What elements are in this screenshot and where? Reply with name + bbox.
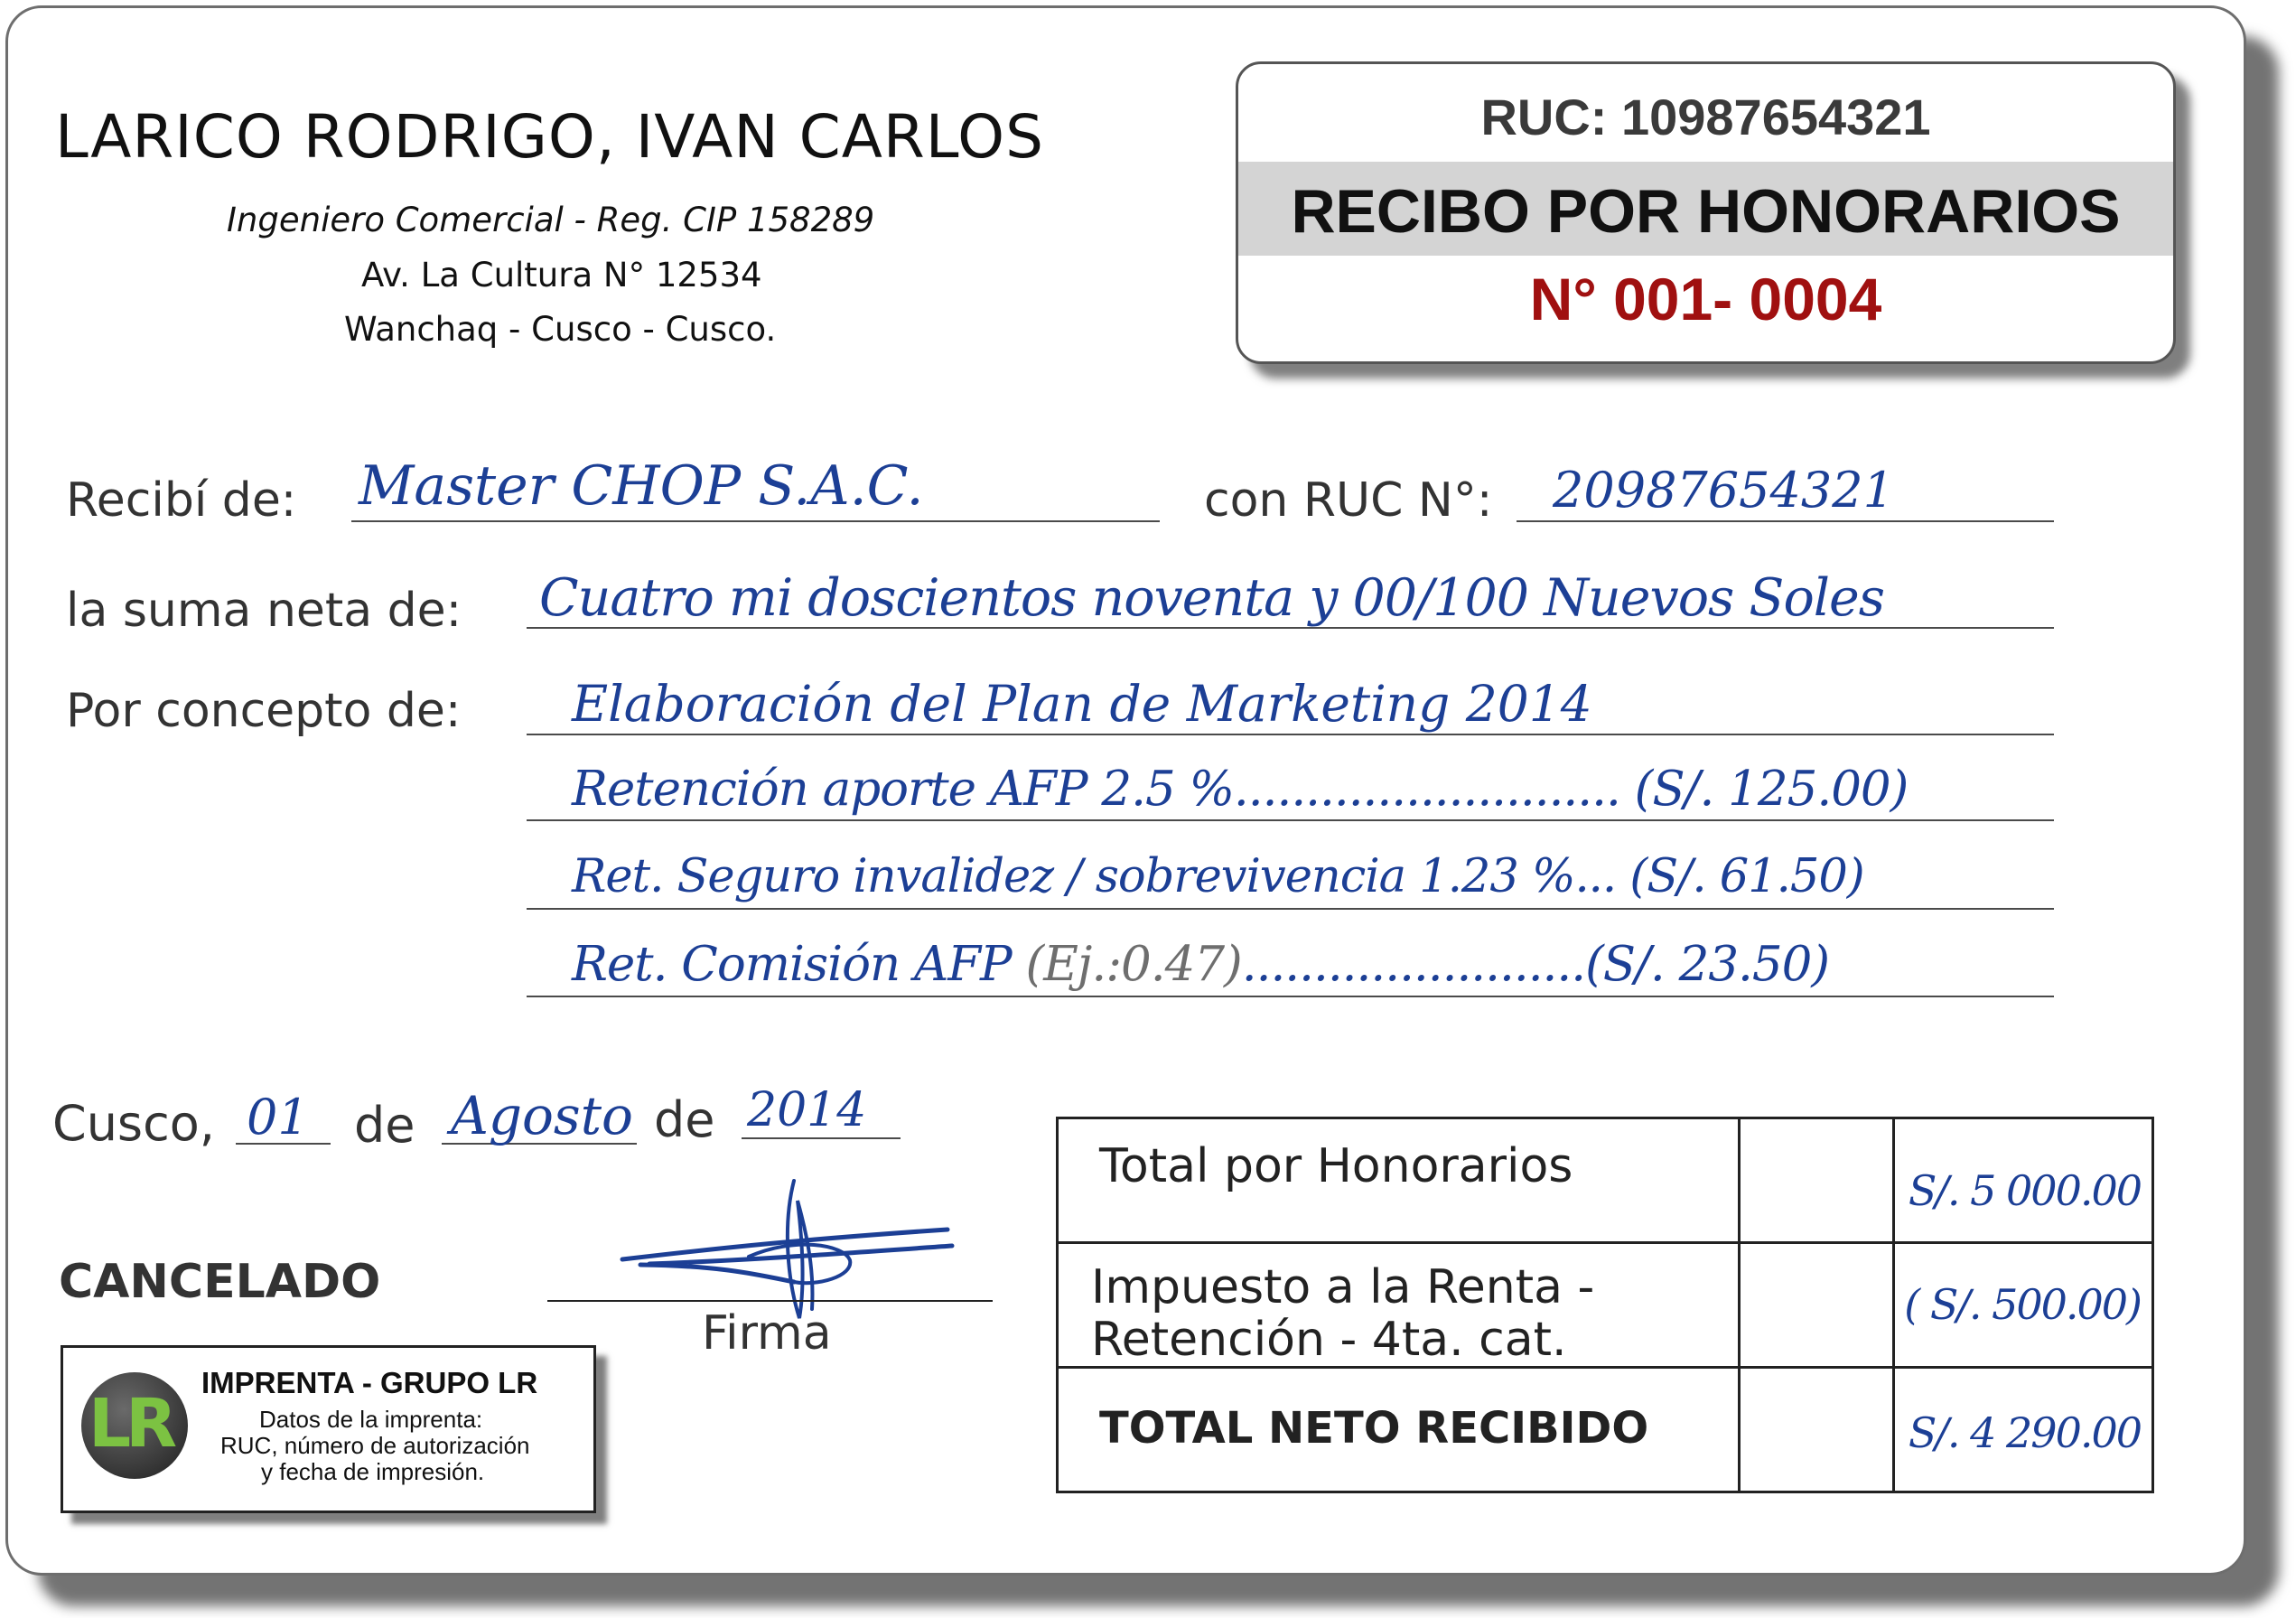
signature-line <box>547 1300 993 1302</box>
date-city-label: Cusco, <box>52 1095 215 1152</box>
totals-table <box>1056 1117 2154 1493</box>
totals-value-cell <box>1894 1243 2153 1368</box>
commission-line <box>572 937 1829 992</box>
date-de-label: de <box>654 1091 715 1148</box>
totals-label-cell <box>1058 1368 1740 1492</box>
totals-label: Impuesto a la Renta - <box>1091 1260 1595 1314</box>
concept-line-3 <box>527 908 2054 910</box>
concept-line-text: Ret. Seguro invalidez / sobrevivencia 1.23 %... (S/. 61.50) <box>572 850 1864 903</box>
issuer-city: Wanchaq - Cusco - Cusco. <box>344 310 777 349</box>
concept-line-2 <box>527 819 2054 821</box>
printer-logo <box>81 1372 188 1479</box>
cancelado-label: CANCELADO <box>59 1255 381 1309</box>
concept-label: Por concepto de: <box>66 684 462 738</box>
printer-box <box>61 1345 596 1513</box>
date-year-value: 2014 <box>747 1083 867 1137</box>
ruc-value: 20987654321 <box>1553 462 1894 519</box>
totals-value-cell <box>1894 1118 2153 1243</box>
printer-line: y fecha de impresión. <box>261 1458 485 1485</box>
receipt-id-box <box>1236 61 2176 364</box>
concept-line-4 <box>527 996 2054 997</box>
totals-value: S/. 5 000.00 <box>1908 1166 2141 1215</box>
totals-spacer-cell <box>1740 1368 1894 1492</box>
net-sum-value: Cuatro mi doscientos noventa y 00/100 Nuevos Soles <box>539 568 1884 628</box>
ruc-label: con RUC N°: <box>1204 473 1493 528</box>
signature-label: Firma <box>702 1306 832 1361</box>
received-from-value: Master CHOP S.A.C. <box>359 454 924 518</box>
issuer-profession: Ingeniero Comercial - Reg. CIP 158289 <box>227 201 875 239</box>
table-row <box>1058 1118 2153 1243</box>
totals-label: TOTAL NETO RECIBIDO <box>1099 1403 1649 1454</box>
commission-prefix: Ret. Comisión AFP <box>572 937 1012 992</box>
totals-label-cell <box>1058 1243 1740 1368</box>
issuer-name: LARICO RODRIGO, IVAN CARLOS <box>55 102 1045 172</box>
received-from-line <box>351 520 1160 522</box>
printer-logo-text: LR <box>89 1385 173 1463</box>
concept-line-1 <box>527 734 2054 735</box>
receipt-number: N° 001- 0004 <box>1529 266 1882 332</box>
ruc-number: RUC: 10987654321 <box>1480 89 1931 145</box>
issuer-address: Av. La Cultura N° 12534 <box>361 256 762 295</box>
printer-line: Datos de la imprenta: <box>259 1406 483 1433</box>
received-from-label: Recibí de: <box>66 473 297 528</box>
printer-line: RUC, número de autorización <box>220 1432 530 1459</box>
receipt-title-band <box>1238 162 2173 256</box>
date-de-label: de <box>354 1097 415 1154</box>
date-month-value: Agosto <box>451 1085 633 1146</box>
concept-line-text: Elaboración del Plan de Marketing 2014 <box>572 675 1592 733</box>
totals-spacer-cell <box>1740 1243 1894 1368</box>
commission-suffix: ........................(S/. 23.50) <box>1241 937 1830 992</box>
date-year-line <box>742 1137 901 1139</box>
commission-example: (Ej.:0.47) <box>1025 937 1242 992</box>
totals-label: Retención - 4ta. cat. <box>1091 1313 1567 1367</box>
totals-value-cell <box>1894 1368 2153 1492</box>
totals-label: Total por Honorarios <box>1099 1139 1573 1193</box>
printer-title: IMPRENTA - GRUPO LR <box>201 1366 538 1399</box>
table-row <box>1058 1243 2153 1368</box>
net-sum-label: la suma neta de: <box>66 584 462 638</box>
receipt-title: RECIBO POR HONORARIOS <box>1291 177 2121 246</box>
ruc-line <box>1517 520 2054 522</box>
totals-value: ( S/. 500.00) <box>1904 1280 2141 1329</box>
totals-value: S/. 4 290.00 <box>1908 1408 2141 1457</box>
table-row <box>1058 1368 2153 1492</box>
concept-line-text: Retención aporte AFP 2.5 %........................... (S/. 125.00) <box>572 762 1909 817</box>
totals-label-cell <box>1058 1118 1740 1243</box>
date-day-value: 01 <box>247 1089 309 1146</box>
totals-spacer-cell <box>1740 1118 1894 1243</box>
